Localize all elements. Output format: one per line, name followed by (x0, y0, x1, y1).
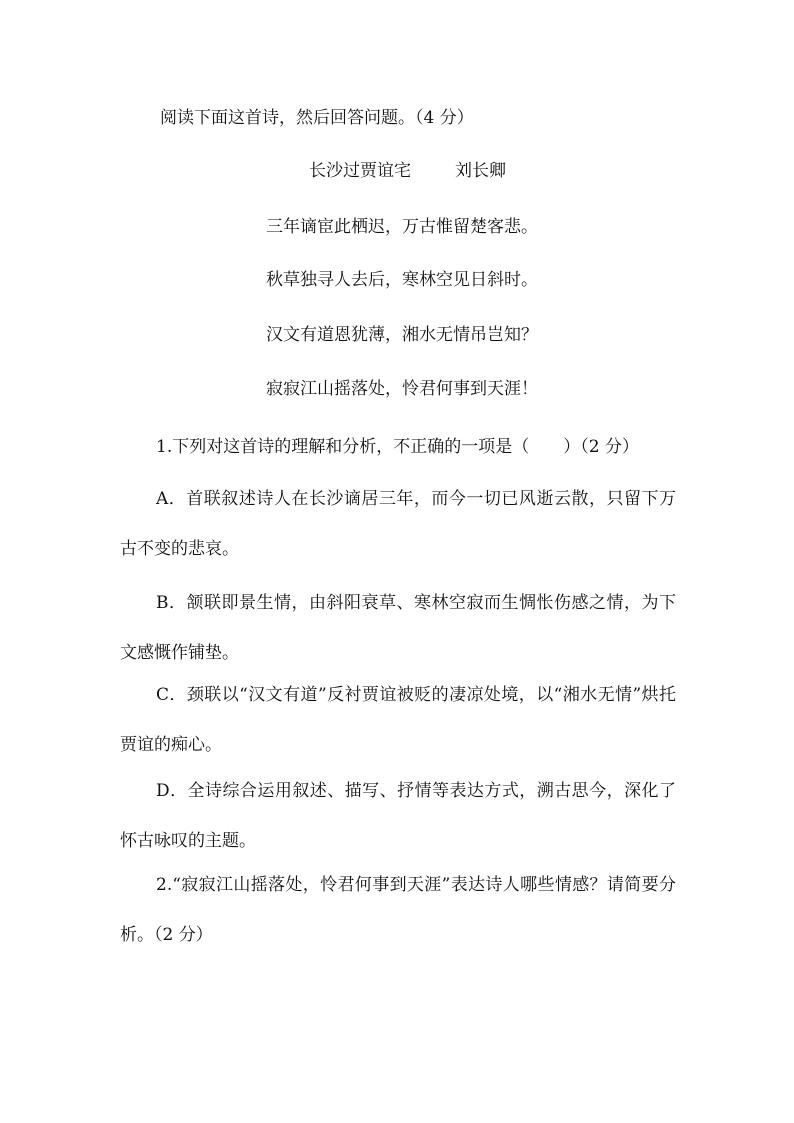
option-d: D．全诗综合运用叙述、描写、抒情等表达方式，溯古思今，深化了怀古咏叹的主题。 (120, 781, 676, 851)
question-2: 2.“寂寂江山摇落处，怜君何事到天涯”表达诗人哪些情感？请简要分析。（2 分） (120, 875, 676, 945)
option-c: C．颈联以“汉文有道”反衬贾谊被贬的凄凉处境，以“湘水无情”烘托贾谊的痴心。 (120, 685, 676, 755)
poem-line: 汉文有道恩犹薄，湘水无情吊岂知？ (266, 325, 538, 345)
poem-heading (309, 159, 506, 183)
poem-line: 秋草独寻人去后，寒林空见日斜时。 (266, 270, 538, 290)
intro-instruction: 阅读下面这首诗，然后回答问题。（4 分） (160, 108, 474, 128)
poem-line: 寂寂江山摇落处，怜君何事到天涯！ (266, 379, 538, 399)
option-a: A．首联叙述诗人在长沙谪居三年，而今一切已风逝云散，只留下万古不变的悲哀。 (120, 489, 676, 559)
option-b: B．颔联即景生情，由斜阳衰草、寒林空寂而生惆怅伤感之情，为下文感慨作铺垫。 (120, 593, 676, 663)
poem-title: 长沙过贾谊宅 (309, 161, 411, 181)
question-1: 1.下列对这首诗的理解和分析，不正确的一项是（ ）（2 分） (156, 437, 639, 457)
poem-line: 三年谪宦此栖迟，万古惟留楚客悲。 (266, 217, 538, 237)
poem-author: 刘长卿 (455, 161, 506, 181)
